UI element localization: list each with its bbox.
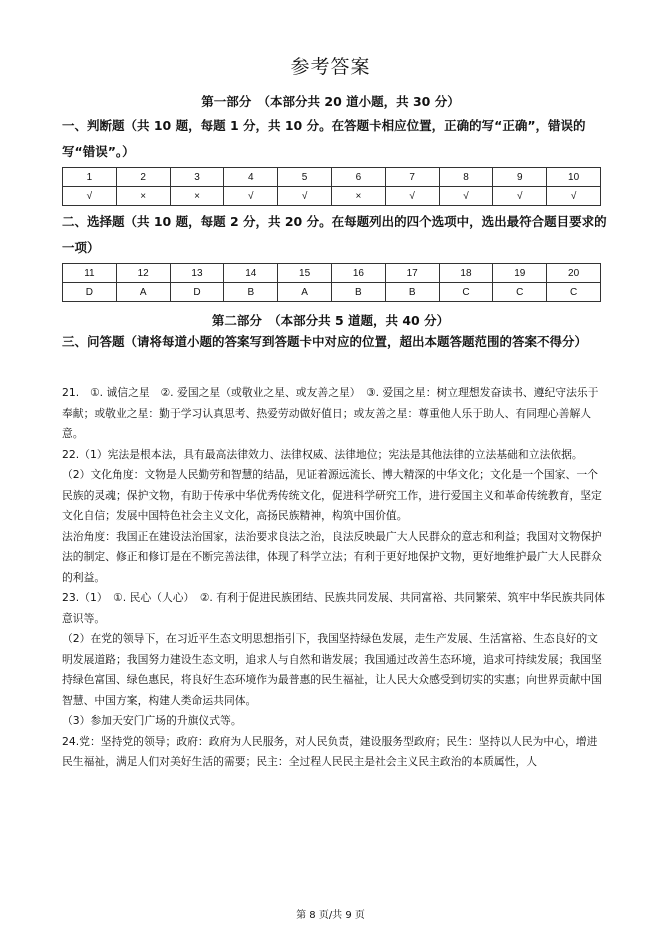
answer-cell: D — [63, 283, 117, 302]
answer-cell: √ — [63, 187, 117, 206]
question-number: 2 — [116, 168, 170, 187]
answers-body — [62, 383, 607, 773]
answer-cell: C — [547, 283, 601, 302]
table-row — [63, 283, 601, 302]
answer-cell: √ — [278, 187, 332, 206]
answer-q23-3: （3）参加天安门广场的升旗仪式等。 — [62, 714, 242, 727]
answer-cell: D — [170, 283, 224, 302]
question-number: 10 — [547, 168, 601, 187]
question-number: 18 — [439, 264, 493, 283]
section1-heading: 一、判断题（共 10 题，每题 1 分，共 10 分。在答题卡相应位置，正确的写“正确”，错误的写“错误”。） — [62, 118, 586, 159]
answer-cell: A — [278, 283, 332, 302]
true-false-answer-table — [62, 167, 601, 206]
question-number: 14 — [224, 264, 278, 283]
part2-heading: 第二部分 （本部分共 5 道题，共 40 分） — [211, 313, 450, 328]
answer-q21: 21. ①. 诚信之星 ②. 爱国之星（或敬业之星、或友善之星） ③. 爱国之星：树立理想发奋读书、遵纪守法乐于奉献；或敬业之星：勤于学习认真思考、热爱劳动做好值日；或友善之星：尊重他人乐于助人、有同理心善解人意。 — [62, 386, 599, 440]
table-row — [63, 168, 601, 187]
answer-cell: √ — [224, 187, 278, 206]
answer-q23-2: （2）在党的领导下，在习近平生态文明思想指引下，我国坚持绿色发展，走生产发展、生活富裕、生态良好的文明发展道路；我国努力建设生态文明，追求人与自然和谐发展；我国通过改善生态环境，追求可持续发展；我国坚持绿色富国、绿色惠民，将良好生态环境作为最普惠的民生福祉，让人民大众感受到切实的实惠；向世界贡献中国智慧、中国方案，构建人类命运共同体。 — [62, 632, 602, 707]
page-footer: 第 8 页/共 9 页 — [296, 910, 365, 921]
question-number: 17 — [385, 264, 439, 283]
answer-cell: C — [493, 283, 547, 302]
answer-cell: A — [116, 283, 170, 302]
answer-cell: C — [439, 283, 493, 302]
answer-q23-1: 23.（1） ①. 民心（人心） ②. 有利于促进民族团结、民族共同发展、共同富裕、共同繁荣、筑牢中华民族共同体意识等。 — [62, 591, 605, 625]
question-number: 1 — [63, 168, 117, 187]
answer-q22-1: 22.（1）宪法是根本法，具有最高法律效力、法律权威、法律地位；宪法是其他法律的立法基础和立法依据。 — [62, 447, 583, 461]
question-number: 3 — [170, 168, 224, 187]
answer-cell: B — [331, 283, 385, 302]
question-number: 16 — [331, 264, 385, 283]
answer-q22-2: （2）文化角度：文物是人民勤劳和智慧的结晶，见证着源远流长、博大精深的中华文化；文化是一个国家、一个民族的灵魂；保护文物，有助于传承中华优秀传统文化，促进科学研究工作，进行爱国主义和革命传统教育，坚定文化自信；发展中国特色社会主义文化，高扬民族精神，构筑中国价值。 — [62, 468, 602, 522]
answer-cell: √ — [439, 187, 493, 206]
section3-heading: 三、问答题（请将每道小题的答案写到答题卡中对应的位置，超出本题答题范围的答案不得分） — [62, 334, 588, 349]
question-number: 19 — [493, 264, 547, 283]
question-number: 6 — [331, 168, 385, 187]
answer-cell: B — [224, 283, 278, 302]
table-row — [63, 187, 601, 206]
question-number: 13 — [170, 264, 224, 283]
part1-heading: 第一部分 （本部分共 20 道小题，共 30 分） — [201, 94, 460, 109]
page-title: 参考答案 — [290, 56, 371, 78]
question-number: 9 — [493, 168, 547, 187]
question-number: 4 — [224, 168, 278, 187]
question-number: 8 — [439, 168, 493, 187]
question-number: 15 — [278, 264, 332, 283]
answer-q24: 24.党：坚持党的领导；政府：政府为人民服务，对人民负责，建设服务型政府；民生：坚持以人民为中心，增进民生福祉，满足人们对美好生活的需要；民主：全过程人民民主是社会主义民主政治的本质属性，人 — [62, 734, 598, 768]
answer-q22-3: 法治角度：我国正在建设法治国家，法治要求良法之治，良法反映最广大人民群众的意志和利益；我国对文物保护法的制定、修正和修订是在不断完善法律，体现了科学立法；有利于更好地保护文物，更好地维护最广大人民群众的利益。 — [62, 529, 602, 584]
question-number: 20 — [547, 264, 601, 283]
multiple-choice-answer-table — [62, 263, 601, 302]
answer-cell: × — [170, 187, 224, 206]
answer-cell: √ — [547, 187, 601, 206]
question-number: 12 — [116, 264, 170, 283]
answer-cell: × — [116, 187, 170, 206]
table-row — [63, 264, 601, 283]
answer-cell: B — [385, 283, 439, 302]
section2-heading: 二、选择题（共 10 题，每题 2 分，共 20 分。在每题列出的四个选项中，选出最符合题目要求的一项） — [62, 214, 607, 255]
question-number: 11 — [63, 264, 117, 283]
answer-cell: √ — [385, 187, 439, 206]
question-number: 7 — [385, 168, 439, 187]
question-number: 5 — [278, 168, 332, 187]
answer-cell: √ — [493, 187, 547, 206]
answer-cell: × — [331, 187, 385, 206]
